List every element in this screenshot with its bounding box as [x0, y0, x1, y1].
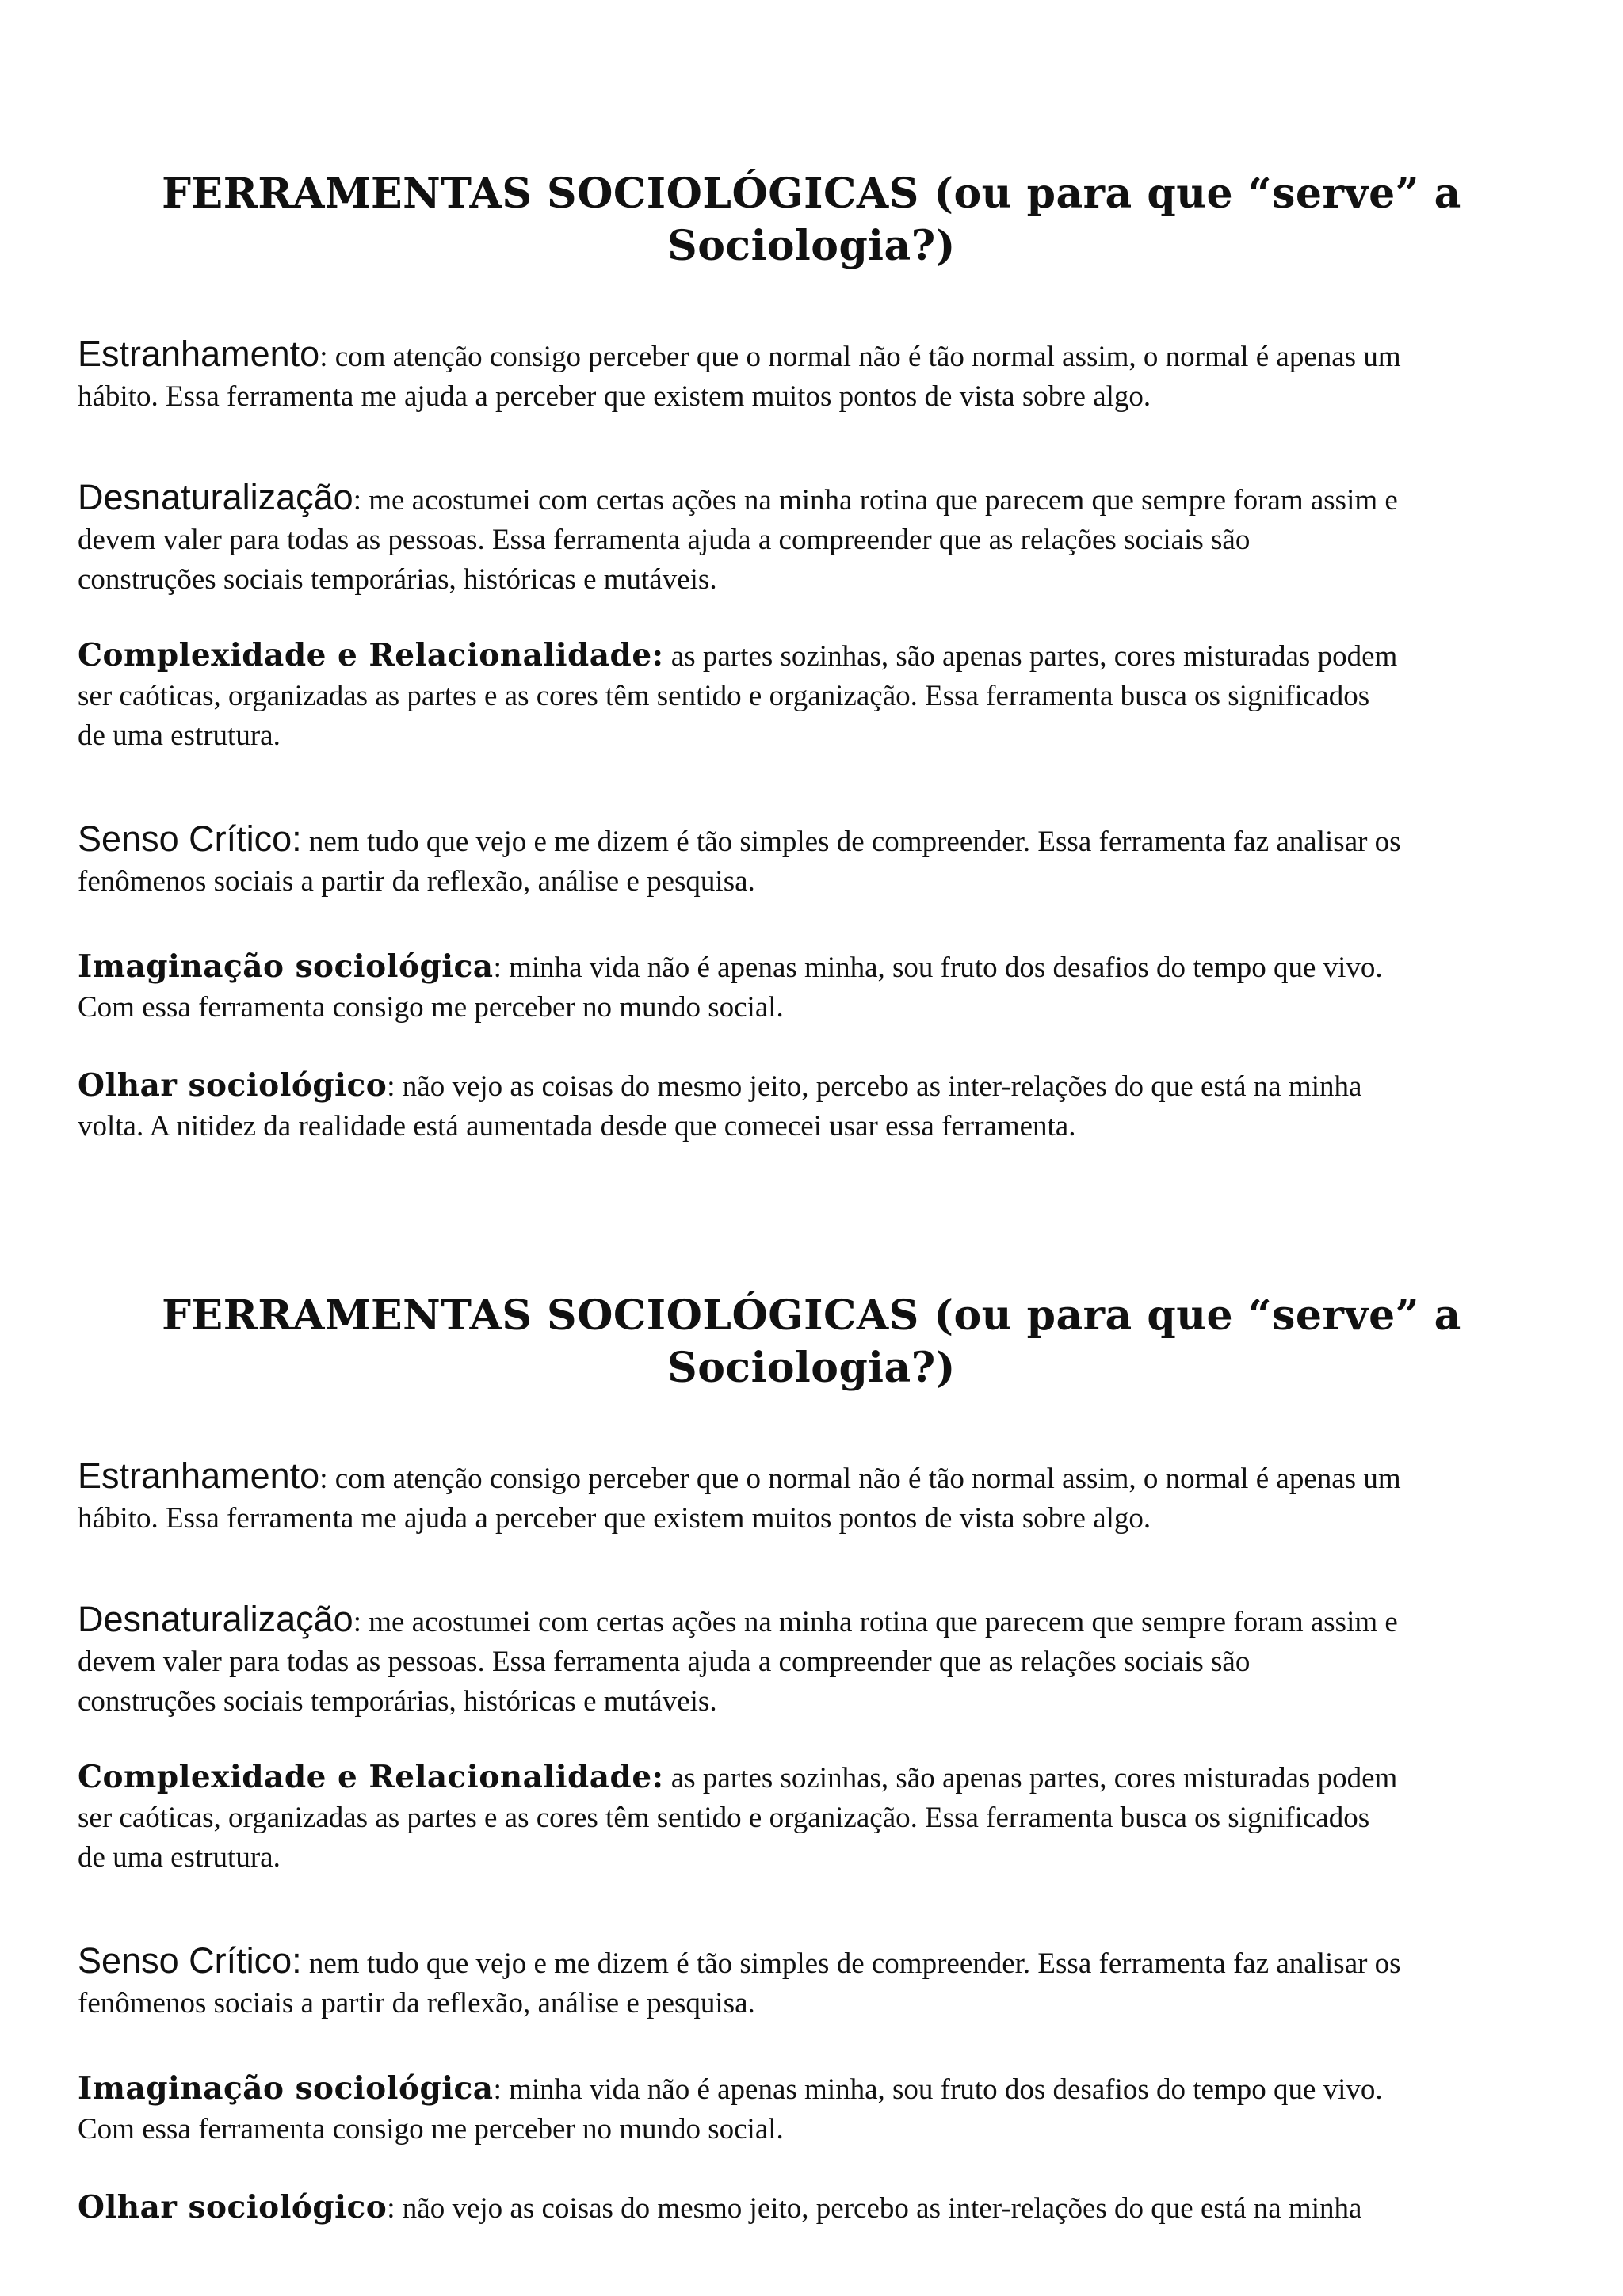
title-line: Sociologia?) — [667, 1344, 956, 1392]
entry-separator: : — [387, 2192, 395, 2225]
entry-complexidade — [78, 1757, 1568, 1878]
entry-line: Com essa ferramenta consigo me perceber no mundo social. — [78, 2113, 784, 2145]
entry-term: Estranhamento — [78, 1455, 320, 1496]
entry-line: devem valer para todas as pessoas. Essa ferramenta ajuda a compreender que as relações sociais são — [78, 1646, 1251, 1678]
entry-line — [78, 1066, 1568, 1107]
entry-term: Senso Crítico: — [78, 1940, 302, 1981]
title-line: FERRAMENTAS SOCIOLÓGICAS (ou para que “serve” a — [162, 1291, 1461, 1340]
entry-separator: : — [387, 1070, 395, 1103]
entry-text: nem tudo que vejo e me dizem é tão simples de compreender. Essa ferramenta faz analisar os — [301, 1947, 1401, 1980]
entry-term: Complexidade e Relacionalidade: — [78, 637, 664, 673]
entry-desnaturalizacao — [78, 478, 1568, 600]
entry-line: construções sociais temporárias, históricas e mutáveis. — [78, 563, 717, 596]
entry-line: volta. A nitidez da realidade está aumentada desde que comecei usar essa ferramenta. — [78, 1110, 1076, 1142]
title-line: Sociologia?) — [667, 222, 956, 270]
entry-line — [78, 2069, 1568, 2110]
entry-olhar — [78, 2187, 1568, 2229]
entry-estranhamento — [78, 1456, 1568, 1539]
entry-term: Imaginação sociológica — [78, 2070, 494, 2107]
entry-separator: : — [493, 2073, 502, 2106]
entry-term: Complexidade e Relacionalidade: — [78, 1759, 664, 1795]
entry-line: fenômenos sociais a partir da reflexão, análise e pesquisa. — [78, 865, 755, 898]
entry-olhar — [78, 1066, 1568, 1146]
entry-text: nem tudo que vejo e me dizem é tão simples de compreender. Essa ferramenta faz analisar os — [301, 826, 1401, 858]
document-section-1 — [0, 168, 1623, 1142]
entry-separator: : — [319, 1463, 328, 1495]
entry-separator: : — [493, 952, 502, 984]
entry-text: minha vida não é apenas minha, sou fruto dos desafios do tempo que vivo. — [501, 2073, 1383, 2106]
entry-line: ser caóticas, organizadas as partes e as cores têm sentido e organização. Essa ferramenta busca os significados — [78, 1802, 1370, 1834]
entry-text: com atenção consigo perceber que o normal não é tão normal assim, o normal é apenas um — [327, 341, 1401, 373]
entry-line — [78, 1941, 1568, 1984]
entry-complexidade — [78, 635, 1568, 756]
entry-separator: : — [319, 341, 328, 373]
entry-line — [78, 635, 1568, 677]
entry-separator: : — [353, 484, 361, 517]
entry-line — [78, 334, 1568, 377]
document-title — [0, 168, 1623, 273]
entry-term: Imaginação sociológica — [78, 948, 494, 985]
entry-senso-critico — [78, 819, 1568, 902]
entry-line — [78, 819, 1568, 862]
entry-term: Desnaturalização — [78, 477, 353, 517]
entry-imaginacao — [78, 947, 1568, 1028]
entry-line: Com essa ferramenta consigo me perceber no mundo social. — [78, 991, 784, 1024]
entry-line — [78, 2187, 1568, 2229]
entry-text: me acostumei com certas ações na minha rotina que parecem que sempre foram assim e — [361, 1606, 1398, 1638]
entry-line: hábito. Essa ferramenta me ajuda a perceber que existem muitos pontos de vista sobre algo. — [78, 380, 1151, 413]
entry-line: fenômenos sociais a partir da reflexão, análise e pesquisa. — [78, 1987, 755, 2019]
entry-line: de uma estrutura. — [78, 719, 281, 752]
entry-line — [78, 1600, 1568, 1642]
entry-line: construções sociais temporárias, históricas e mutáveis. — [78, 1685, 717, 1718]
entry-text: não vejo as coisas do mesmo jeito, percebo as inter-relações do que está na minha — [395, 1070, 1362, 1103]
document-section-2 — [0, 1290, 1623, 2225]
entry-line: devem valer para todas as pessoas. Essa ferramenta ajuda a compreender que as relações sociais são — [78, 524, 1251, 556]
entry-line: de uma estrutura. — [78, 1841, 281, 1874]
entry-term: Senso Crítico: — [78, 818, 302, 859]
entry-text: não vejo as coisas do mesmo jeito, percebo as inter-relações do que está na minha — [395, 2192, 1362, 2225]
entry-text: minha vida não é apenas minha, sou fruto dos desafios do tempo que vivo. — [501, 952, 1383, 984]
entry-line — [78, 1456, 1568, 1499]
entry-line: hábito. Essa ferramenta me ajuda a perceber que existem muitos pontos de vista sobre algo. — [78, 1502, 1151, 1535]
entry-text: as partes sozinhas, são apenas partes, cores misturadas podem — [663, 640, 1398, 673]
entry-term: Desnaturalização — [78, 1599, 353, 1639]
title-line: FERRAMENTAS SOCIOLÓGICAS (ou para que “serve” a — [162, 170, 1461, 218]
entry-text: as partes sozinhas, são apenas partes, cores misturadas podem — [663, 1762, 1398, 1794]
entry-text: com atenção consigo perceber que o normal não é tão normal assim, o normal é apenas um — [327, 1463, 1401, 1495]
entry-term: Olhar sociológico — [78, 1067, 388, 1104]
entry-term: Estranhamento — [78, 334, 320, 374]
entry-text: me acostumei com certas ações na minha rotina que parecem que sempre foram assim e — [361, 484, 1398, 517]
entry-desnaturalizacao — [78, 1600, 1568, 1722]
entry-line — [78, 1757, 1568, 1798]
entry-line — [78, 947, 1568, 988]
entry-separator: : — [353, 1606, 361, 1638]
entry-term: Olhar sociológico — [78, 2189, 388, 2225]
document-title — [0, 1290, 1623, 1394]
entry-imaginacao — [78, 2069, 1568, 2149]
entry-senso-critico — [78, 1941, 1568, 2023]
entry-estranhamento — [78, 334, 1568, 417]
entry-line — [78, 478, 1568, 521]
entry-line: ser caóticas, organizadas as partes e as cores têm sentido e organização. Essa ferramenta busca os significados — [78, 680, 1370, 712]
